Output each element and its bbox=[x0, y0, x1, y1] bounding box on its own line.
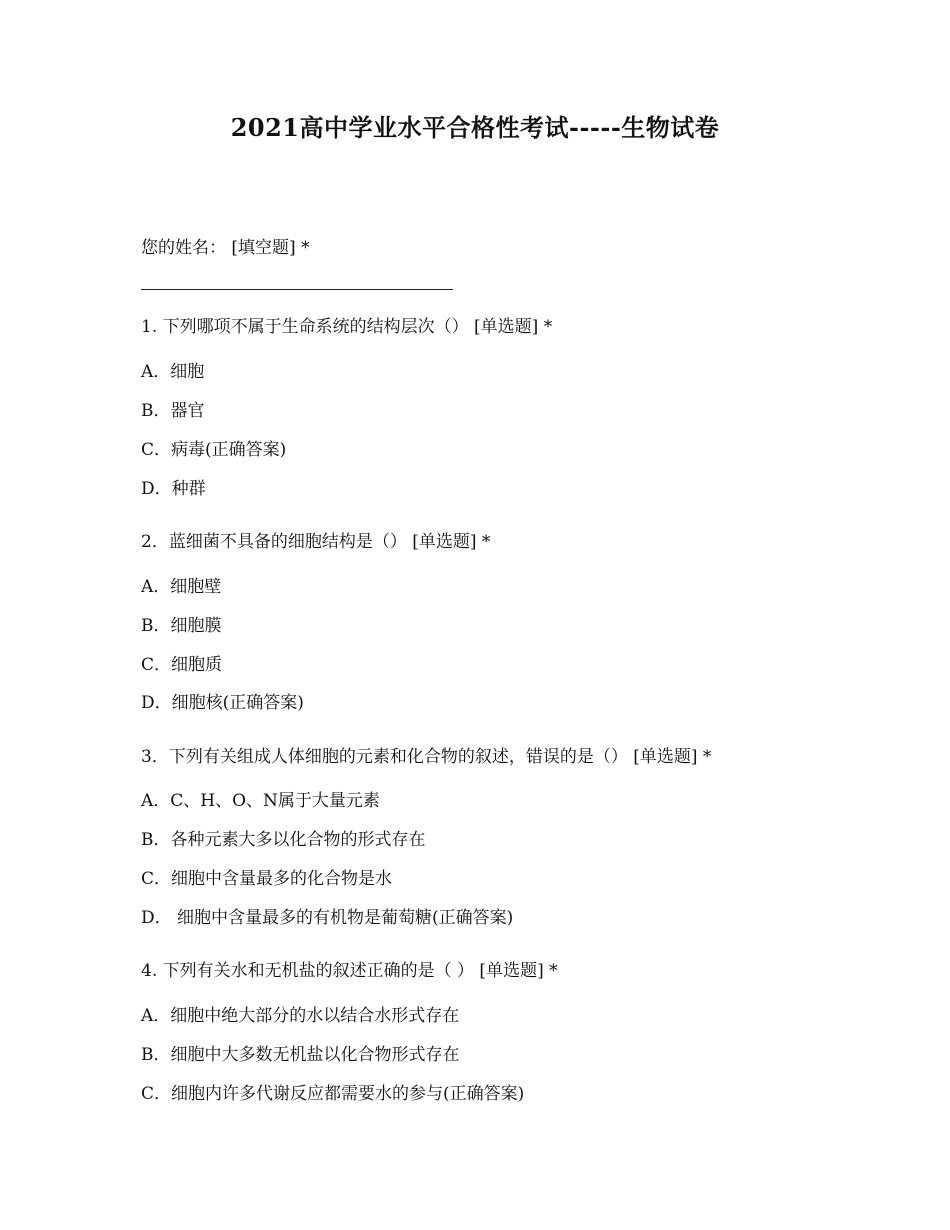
question-3-option-a[interactable]: A．C、H、O、N属于大量元素 bbox=[141, 791, 380, 811]
question-1-option-c[interactable]: C．病毒(正确答案) bbox=[141, 440, 287, 460]
question-3-option-b[interactable]: B．各种元素大多以化合物的形式存在 bbox=[141, 830, 426, 850]
name-field-blank[interactable] bbox=[141, 289, 453, 290]
question-1-option-d[interactable]: D．种群 bbox=[141, 479, 206, 499]
question-2-option-a[interactable]: A．细胞壁 bbox=[141, 577, 222, 597]
question-2-stem: 2．蓝细菌不具备的细胞结构是（） [单选题] * bbox=[141, 532, 491, 552]
question-4-option-c[interactable]: C．细胞内许多代谢反应都需要水的参与(正确答案) bbox=[141, 1084, 525, 1104]
question-2-option-c[interactable]: C．细胞质 bbox=[141, 655, 223, 675]
question-3-option-d[interactable]: D． 细胞中含量最多的有机物是葡萄糖(正确答案) bbox=[141, 908, 514, 928]
question-4-stem: 4. 下列有关水和无机盐的叙述正确的是（ ） [单选题] * bbox=[141, 961, 558, 981]
question-1-option-b[interactable]: B．器官 bbox=[141, 401, 205, 421]
name-field-label: 您的姓名： [填空题] * bbox=[141, 238, 310, 258]
question-1-stem: 1. 下列哪项不属于生命系统的结构层次（） [单选题] * bbox=[141, 317, 553, 337]
question-4-option-b[interactable]: B．细胞中大多数无机盐以化合物形式存在 bbox=[141, 1045, 460, 1065]
page-title: 2021高中学业水平合格性考试-----生物试卷 bbox=[230, 113, 720, 142]
question-3-option-c[interactable]: C．细胞中含量最多的化合物是水 bbox=[141, 869, 393, 889]
question-4-option-a[interactable]: A．细胞中绝大部分的水以结合水形式存在 bbox=[141, 1006, 460, 1026]
question-2-option-d[interactable]: D．细胞核(正确答案) bbox=[141, 693, 304, 713]
question-3-stem: 3．下列有关组成人体细胞的元素和化合物的叙述，错误的是（） [单选题] * bbox=[141, 747, 712, 767]
question-1-option-a[interactable]: A．细胞 bbox=[141, 362, 205, 382]
question-2-option-b[interactable]: B．细胞膜 bbox=[141, 616, 222, 636]
